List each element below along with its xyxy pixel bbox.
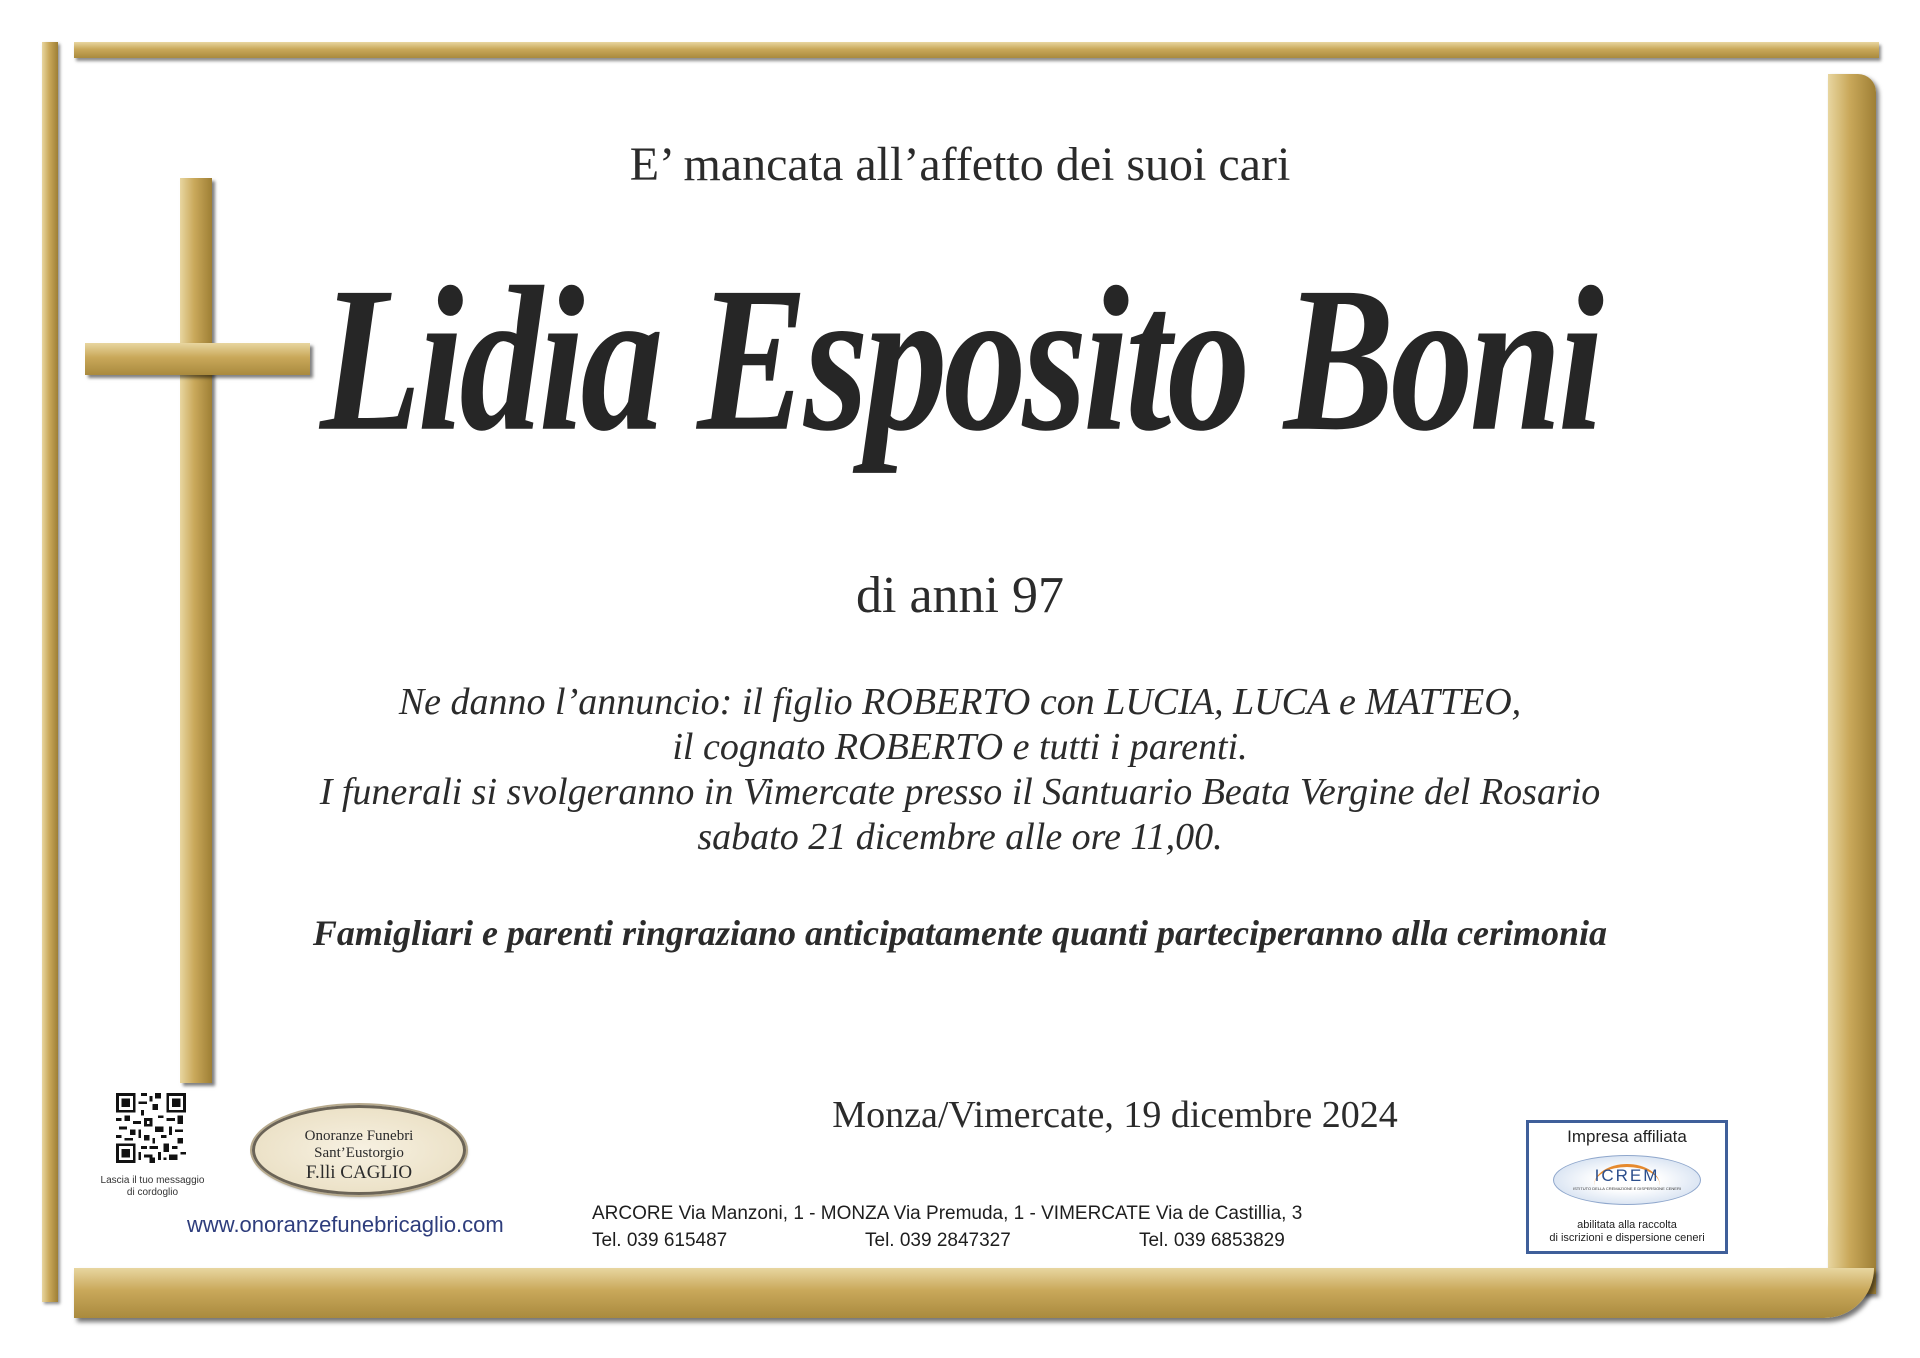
logo-text-line: F.lli CAGLIO — [305, 1162, 413, 1183]
logo-text-line: Onoranze Funebri — [304, 1128, 414, 1144]
website-link[interactable]: www.onoranzefunebricaglio.com — [187, 1212, 504, 1237]
frame-top-border — [74, 42, 1879, 58]
announcement-line: sabato 21 dicembre alle ore 11,00. — [697, 816, 1223, 858]
qr-caption — [80, 1175, 225, 1199]
funeral-home-logo — [252, 1105, 466, 1195]
affiliate-caption-line: di iscrizioni e dispersione ceneri — [1549, 1232, 1705, 1244]
logo-text-line: Sant’Eustorgio — [314, 1145, 404, 1161]
phone-number: Tel. 039 2847327 — [865, 1230, 1011, 1251]
icrem-logo-name: ICREM — [1594, 1166, 1660, 1185]
announcement-line: I funerali si svolgeranno in Vimercate presso il Santuario Beata Vergine del Rosario — [319, 771, 1601, 813]
affiliate-caption — [1529, 1219, 1725, 1245]
affiliate-badge — [1526, 1120, 1728, 1254]
qr-caption-line: di cordoglio — [126, 1187, 179, 1198]
icrem-logo — [1553, 1155, 1701, 1205]
affiliate-title: Impresa affiliata — [1567, 1127, 1687, 1146]
frame-left-border — [42, 42, 58, 1302]
phone-number: Tel. 039 6853829 — [1139, 1230, 1285, 1251]
qr-code-icon[interactable] — [116, 1093, 186, 1163]
announcement-line: Ne danno l’annuncio: il figlio ROBERTO con LUCIA, LUCA e MATTEO, — [398, 681, 1522, 723]
thanks-text: Famigliari e parenti ringraziano anticipatamente quanti parteciperanno alla cerimonia — [312, 913, 1608, 953]
place-date-text: Monza/Vimercate, 19 dicembre 2024 — [832, 1094, 1398, 1136]
age-text: di anni 97 — [856, 567, 1064, 624]
intro-text: E’ mancata all’affetto dei suoi cari — [629, 138, 1291, 191]
addresses-text: ARCORE Via Manzoni, 1 - MONZA Via Premuda, 1 - VIMERCATE Via de Castillia, 3 — [592, 1203, 1303, 1224]
icrem-logo-subtitle: ISTITUTO DELLA CREMAZIONE E DISPERSIONE CENERI — [1573, 1186, 1681, 1191]
announcement-line: il cognato ROBERTO e tutti i parenti. — [672, 726, 1248, 768]
phone-number: Tel. 039 615487 — [592, 1230, 728, 1251]
frame-bottom-border — [74, 1268, 1874, 1318]
affiliate-caption-line: abilitata alla raccolta — [1577, 1219, 1677, 1231]
announcement-text — [0, 680, 1920, 860]
frame-inner-corner — [1760, 1200, 1828, 1268]
deceased-name: Lidia Esposito Boni — [320, 243, 1600, 474]
qr-caption-line: Lascia il tuo messaggio — [100, 1175, 205, 1186]
